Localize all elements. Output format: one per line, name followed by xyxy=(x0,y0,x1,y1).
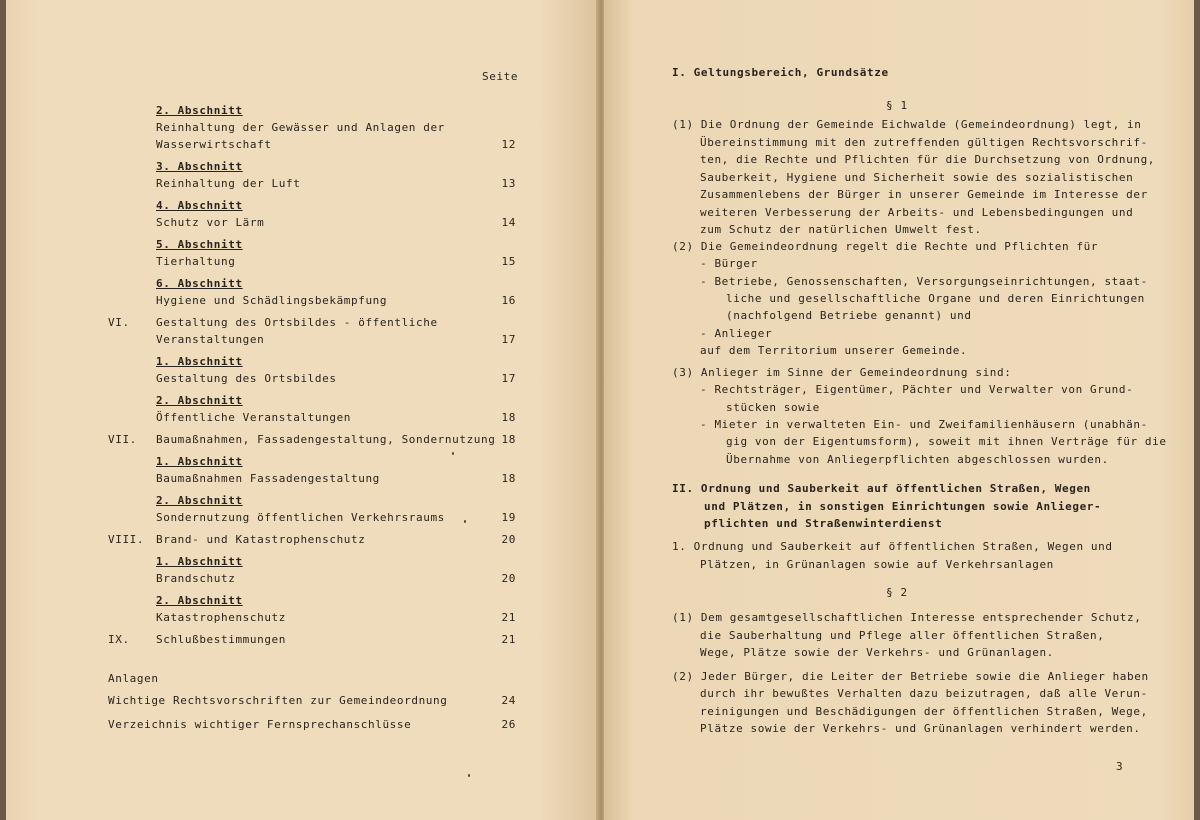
paragraph-line: ten, die Rechte und Pflichten für die Durchsetzung von Ordnung, xyxy=(700,153,1156,166)
toc-entry-title: Brand- und Katastrophenschutz xyxy=(156,533,366,546)
toc-entry-title: Gestaltung des Ortsbildes xyxy=(156,372,337,385)
paragraph-line: stücken sowie xyxy=(726,400,820,414)
toc-entry-title: Wasserwirtschaft xyxy=(156,138,272,151)
toc-entry-title: Katastrophenschutz xyxy=(156,611,287,624)
toc-section-heading: 1. Abschnitt xyxy=(156,455,243,468)
right-page xyxy=(604,0,1194,820)
anlagen-label: Anlagen xyxy=(108,672,159,685)
paragraph-line: Zusammenlebens der Bürger in unserer Gemeinde im Interesse der xyxy=(700,188,1148,201)
toc-entry-title: Hygiene und Schädlingsbekämpfung xyxy=(156,294,388,307)
paragraph-line: und Plätzen, in sonstigen Einrichtungen sowie Anlieger- xyxy=(704,499,1102,513)
paragraph-line: - Mieter in verwalteten Ein- und Zweifamilienhäusern (unabhän- xyxy=(700,417,1148,431)
paragraph-line: Plätzen, in Grünanlagen sowie auf Verkehrsanlagen xyxy=(700,557,1054,571)
toc-section-heading: 5. Abschnitt xyxy=(156,238,243,251)
toc-roman-numeral: VII. xyxy=(108,433,137,446)
toc-section-heading: 4. Abschnitt xyxy=(156,199,243,212)
toc-entry-title: Schutz vor Lärm xyxy=(156,216,265,229)
toc-section-heading: 6. Abschnitt xyxy=(156,277,243,290)
toc-page-number: 12 xyxy=(501,138,516,151)
toc-page-number: 13 xyxy=(501,177,516,190)
paper-speck xyxy=(468,774,470,777)
toc-section-heading: 3. Abschnitt xyxy=(156,160,243,173)
paragraph-line: auf dem Territorium unserer Gemeinde. xyxy=(700,343,968,357)
toc-entry-title: Reinhaltung der Gewässer und Anlagen der xyxy=(156,121,445,134)
paragraph-line: (3) Anlieger im Sinne der Gemeindeordnung sind: xyxy=(672,366,1012,379)
paragraph-line: pflichten und Straßenwinterdienst xyxy=(704,517,943,530)
toc-page-number: 19 xyxy=(501,511,516,524)
toc-page-number: 14 xyxy=(501,216,516,229)
toc-roman-numeral: IX. xyxy=(108,633,130,646)
anlagen-page-number: 26 xyxy=(501,718,516,731)
paragraph-line: Wege, Plätze sowie der Verkehrs- und Grünanlagen. xyxy=(700,646,1054,659)
anlagen-entry-title: Verzeichnis wichtiger Fernsprechanschlüsse xyxy=(108,718,412,731)
toc-entry-title: Öffentliche Veranstaltungen xyxy=(156,411,352,424)
toc-section-heading: 1. Abschnitt xyxy=(156,555,243,568)
toc-page-number: 16 xyxy=(501,294,516,307)
paragraph-line: (2) Jeder Bürger, die Leiter der Betriebe sowie die Anlieger haben xyxy=(672,670,1149,683)
toc-page-number: 21 xyxy=(501,633,516,646)
paragraph-line: Plätze sowie der Verkehrs- und Grünanlagen verhindert werden. xyxy=(700,721,1141,735)
toc-entry-title: Baumaßnahmen, Fassadengestaltung, Sondernutzung xyxy=(156,433,496,446)
paragraph-line: (1) Die Ordnung der Gemeinde Eichwalde (Gemeindeordnung) legt, in xyxy=(672,118,1142,131)
paragraph-line: weiteren Verbesserung der Arbeits- und Lebensbedingungen und xyxy=(700,205,1134,219)
paragraph-line: liche und gesellschaftliche Organe und deren Einrichtungen xyxy=(726,291,1145,305)
paragraph-1-sign: § 1 xyxy=(886,99,908,112)
anlagen-entry-title: Wichtige Rechtsvorschriften zur Gemeindeordnung xyxy=(108,694,448,707)
toc-section-heading: 2. Abschnitt xyxy=(156,594,243,607)
paragraph-line: reinigungen und Beschädigungen der öffentlichen Straßen, Wege, xyxy=(700,704,1148,718)
toc-entry-title: Veranstaltungen xyxy=(156,333,265,346)
toc-section-heading: 2. Abschnitt xyxy=(156,494,243,507)
paragraph-line: 1. Ordnung und Sauberkeit auf öffentlichen Straßen, Wegen und xyxy=(672,540,1113,553)
paragraph-line: (1) Dem gesamtgesellschaftlichen Interesse entsprechender Schutz, xyxy=(672,611,1142,624)
left-page xyxy=(6,0,598,820)
paper-speck xyxy=(452,452,454,455)
paragraph-2-sign: § 2 xyxy=(886,586,908,599)
toc-entry-title: Gestaltung des Ortsbildes - öffentliche xyxy=(156,316,438,329)
paragraph-line: Sauberkeit, Hygiene und Sicherheit sowie des sozialistischen xyxy=(700,170,1134,184)
paragraph-line: zum Schutz der natürlichen Umwelt fest. xyxy=(700,223,982,236)
toc-entry-title: Brandschutz xyxy=(156,572,236,585)
paragraph-line: die Sauberhaltung und Pflege aller öffentlichen Straßen, xyxy=(700,628,1105,642)
toc-page-number: 17 xyxy=(501,372,516,385)
toc-entry-title: Baumaßnahmen Fassadengestaltung xyxy=(156,472,380,485)
toc-page-number: 17 xyxy=(501,333,516,346)
paragraph-line: - Anlieger xyxy=(700,326,773,340)
toc-page-number: 20 xyxy=(501,533,516,546)
section-1-title: I. Geltungsbereich, Grundsätze xyxy=(672,66,889,79)
paragraph-line: (2) Die Gemeindeordnung regelt die Rechte und Pflichten für xyxy=(672,240,1099,253)
anlagen-page-number: 24 xyxy=(501,694,516,707)
paragraph-line: II. Ordnung und Sauberkeit auf öffentlichen Straßen, Wegen xyxy=(672,482,1091,495)
toc-page-number: 21 xyxy=(501,611,516,624)
paragraph-line: - Bürger xyxy=(700,257,758,271)
toc-entry-title: Sondernutzung öffentlichen Verkehrsraums xyxy=(156,511,445,524)
paragraph-line: - Betriebe, Genossenschaften, Versorgungseinrichtungen, staat- xyxy=(700,274,1148,288)
paragraph-line: Übernahme von Anliegerpflichten abgeschlossen wurden. xyxy=(726,452,1109,466)
toc-entry-title: Reinhaltung der Luft xyxy=(156,177,301,190)
toc-roman-numeral: VI. xyxy=(108,316,130,329)
toc-page-number: 18 xyxy=(501,472,516,485)
book-edge-right xyxy=(1194,0,1200,820)
toc-page-number: 18 xyxy=(501,411,516,424)
toc-section-heading: 2. Abschnitt xyxy=(156,104,243,117)
paragraph-line: gig von der Eigentumsform), soweit mit ihnen Verträge für die xyxy=(726,435,1167,449)
seite-label: Seite xyxy=(482,70,519,83)
toc-page-number: 20 xyxy=(501,572,516,585)
toc-page-number: 15 xyxy=(501,255,516,268)
toc-roman-numeral: VIII. xyxy=(108,533,145,546)
paragraph-line: Übereinstimmung mit den zutreffenden gültigen Rechtsvorschrif- xyxy=(700,135,1148,149)
toc-page-number: 18 xyxy=(501,433,516,446)
paragraph-line: - Rechtsträger, Eigentümer, Pächter und Verwalter von Grund- xyxy=(700,383,1134,397)
toc-section-heading: 1. Abschnitt xyxy=(156,355,243,368)
toc-entry-title: Tierhaltung xyxy=(156,255,236,268)
page-number: 3 xyxy=(1116,760,1124,773)
paragraph-line: (nachfolgend Betriebe genannt) und xyxy=(726,309,972,323)
paper-speck xyxy=(464,520,466,523)
toc-entry-title: Schlußbestimmungen xyxy=(156,633,287,646)
paragraph-line: durch ihr bewußtes Verhalten dazu beizutragen, daß alle Verun- xyxy=(700,687,1148,701)
toc-section-heading: 2. Abschnitt xyxy=(156,394,243,407)
